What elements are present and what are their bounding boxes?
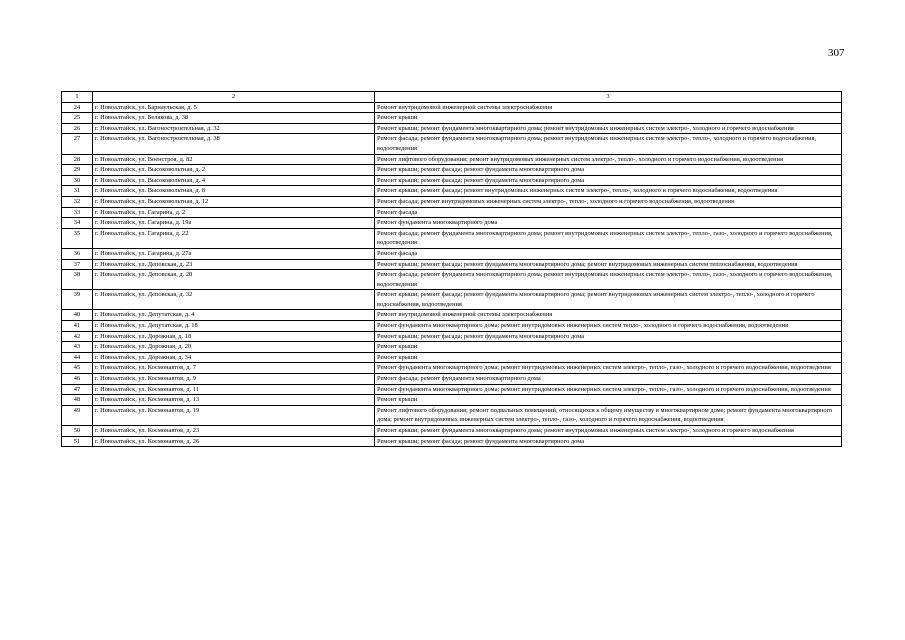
table-row xyxy=(62,165,842,176)
row-number: 37 xyxy=(62,259,93,270)
header-col-1: 1 xyxy=(62,92,93,103)
row-address: г. Новоалтайск, ул. Военстроя, д. 82 xyxy=(93,154,375,165)
row-address: г. Новоалтайск, ул. Дорожная, д. 34 xyxy=(93,352,375,363)
row-work-types: Ремонт лифтового оборудования; ремонт внутридомовых инженерных систем электро-, тепло-, холодного и горячего водоснабжения, водоотведения xyxy=(375,154,842,165)
table-row xyxy=(62,270,842,290)
row-work-types: Ремонт фасада; ремонт фундамента многоквартирного дома; ремонт внутридомовых инженерных систем электро-, тепло-, холодного и горячего водоснабжения, водоотведения xyxy=(375,134,842,154)
table-row xyxy=(62,154,842,165)
row-address: г. Новоалтайск, ул. Вагоностроительная, д. 38 xyxy=(93,134,375,154)
table-row xyxy=(62,175,842,186)
row-address: г. Новоалтайск, ул. Гагарина, д. 27а xyxy=(93,248,375,259)
header-col-3: 3 xyxy=(375,92,842,103)
table-row xyxy=(62,102,842,113)
header-row xyxy=(62,92,842,103)
row-work-types: Ремонт фундамента многоквартирного дома; ремонт внутридомовых инженерных систем тепло-, холодного и горячего водоснабжения, водоотведения xyxy=(375,321,842,332)
row-work-types: Ремонт внутридомовой инженерной системы электроснабжения xyxy=(375,310,842,321)
row-work-types: Ремонт фундамента многоквартирного дома xyxy=(375,218,842,229)
row-address: г. Новоалтайск, ул. Космонавтов, д. 13 xyxy=(93,395,375,406)
row-work-types: Ремонт фасада; ремонт фундамента многоквартирного дома; ремонт внутридомовых инженерных систем электро-, тепло-, газо-, холодного и горячего водоснабжения, водоотведения xyxy=(375,228,842,248)
row-address: г. Новоалтайск, ул. Депутатская, д. 18 xyxy=(93,321,375,332)
row-work-types: Ремонт крыши xyxy=(375,352,842,363)
row-address: г. Новоалтайск, ул. Высоковольтная, д. 4 xyxy=(93,175,375,186)
table-row xyxy=(62,218,842,229)
row-number: 33 xyxy=(62,207,93,218)
table-row xyxy=(62,228,842,248)
row-address: г. Новоалтайск, ул. Барнаульская, д. 5 xyxy=(93,102,375,113)
row-number: 48 xyxy=(62,395,93,406)
table-row xyxy=(62,363,842,374)
row-number: 40 xyxy=(62,310,93,321)
row-number: 49 xyxy=(62,405,93,425)
table-row xyxy=(62,310,842,321)
row-address: г. Новоалтайск, ул. Высоковольтная, д. 8 xyxy=(93,186,375,197)
row-number: 38 xyxy=(62,270,93,290)
row-work-types: Ремонт крыши; ремонт фасада; ремонт фундамента многоквартирного дома; ремонт внутридомовых инженерных систем теплоснабжения, водоотведения xyxy=(375,259,842,270)
row-number: 45 xyxy=(62,363,93,374)
row-work-types: Ремонт внутридомовой инженерной системы электроснабжения xyxy=(375,102,842,113)
row-address: г. Новоалтайск, ул. Космонавтов, д. 7 xyxy=(93,363,375,374)
row-address: г. Новоалтайск, ул. Гагарина, д. 19а xyxy=(93,218,375,229)
table-row xyxy=(62,290,842,310)
row-address: г. Новоалтайск, ул. Космонавтов, д. 19 xyxy=(93,405,375,425)
row-address: г. Новоалтайск, ул. Гагарина, д. 22 xyxy=(93,228,375,248)
row-address: г. Новоалтайск, ул. Вагоностроительная, д. 32 xyxy=(93,123,375,134)
row-address: г. Новоалтайск, ул. Космонавтов, д. 9 xyxy=(93,374,375,385)
row-work-types: Ремонт крыши; ремонт фасада; ремонт фундамента многоквартирного дома xyxy=(375,436,842,447)
row-address: г. Новоалтайск, ул. Космонавтов, д. 26 xyxy=(93,436,375,447)
row-address: г. Новоалтайск, ул. Белякова, д. 38 xyxy=(93,113,375,124)
row-number: 32 xyxy=(62,196,93,207)
row-number: 35 xyxy=(62,228,93,248)
row-work-types: Ремонт лифтового оборудования; ремонт подвальных помещений, относящихся к общему имуществу в многоквартирном доме; ремонт фундамента многоквартирного дома; ремонт внутридомовых инженерных систем электро-, тепло-, газо-, холодного и горячего водоснабжения, водоотведения xyxy=(375,405,842,425)
row-number: 41 xyxy=(62,321,93,332)
row-number: 44 xyxy=(62,352,93,363)
table-row xyxy=(62,395,842,406)
row-number: 25 xyxy=(62,113,93,124)
table-row xyxy=(62,436,842,447)
repair-registry-table xyxy=(61,91,842,447)
row-work-types: Ремонт фундамента многоквартирного дома; ремонт внутридомовых инженерных систем электро-, тепло-, газо-, холодного и горячего водоснабжения, водоотведения xyxy=(375,363,842,374)
row-number: 26 xyxy=(62,123,93,134)
header-col-2: 2 xyxy=(93,92,375,103)
table-row xyxy=(62,259,842,270)
table-row xyxy=(62,321,842,332)
row-address: г. Новоалтайск, ул. Высоковольтная, д. 2 xyxy=(93,165,375,176)
row-work-types: Ремонт крыши xyxy=(375,342,842,353)
table-row xyxy=(62,123,842,134)
table-row xyxy=(62,331,842,342)
row-address: г. Новоалтайск, ул. Космонавтов, д. 23 xyxy=(93,426,375,437)
row-work-types: Ремонт крыши; ремонт фундамента многоквартирного дома; ремонт внутридомовых инженерных систем электро-, холодного и горячего водоснабжения xyxy=(375,123,842,134)
row-number: 27 xyxy=(62,134,93,154)
row-address: г. Новоалтайск, ул. Гагарина, д. 2 xyxy=(93,207,375,218)
row-work-types: Ремонт крыши; ремонт фасада; ремонт внутридомовых инженерных систем электро-, тепло-, холодного и горячего водоснабжения, водоотведения xyxy=(375,186,842,197)
row-number: 30 xyxy=(62,175,93,186)
row-address: г. Новоалтайск, ул. Дорожная, д. 20 xyxy=(93,342,375,353)
page-number: 307 xyxy=(828,47,845,59)
row-address: г. Новоалтайск, ул. Деповская, д. 28 xyxy=(93,270,375,290)
row-address: г. Новоалтайск, ул. Дорожная, д. 18 xyxy=(93,331,375,342)
row-work-types: Ремонт фасада xyxy=(375,207,842,218)
table-row xyxy=(62,196,842,207)
row-address: г. Новоалтайск, ул. Депутатская, д. 4 xyxy=(93,310,375,321)
row-work-types: Ремонт крыши xyxy=(375,395,842,406)
row-number: 51 xyxy=(62,436,93,447)
row-work-types: Ремонт крыши; ремонт фасада; ремонт фундамента многоквартирного дома xyxy=(375,165,842,176)
row-work-types: Ремонт крыши; ремонт фасада; ремонт фундамента многоквартирного дома; ремонт внутридомовых инженерных систем электро-, тепло-, холодного и горячего водоснабжения, водоотведения xyxy=(375,290,842,310)
row-number: 50 xyxy=(62,426,93,437)
table-row xyxy=(62,374,842,385)
table-row xyxy=(62,134,842,154)
table-row xyxy=(62,384,842,395)
row-address: г. Новоалтайск, ул. Деповская, д. 23 xyxy=(93,259,375,270)
row-address: г. Новоалтайск, ул. Космонавтов, д. 11 xyxy=(93,384,375,395)
row-work-types: Ремонт крыши; ремонт фасада; ремонт фундамента многоквартирного дома xyxy=(375,331,842,342)
row-number: 43 xyxy=(62,342,93,353)
row-address: г. Новоалтайск, ул. Деповская, д. 32 xyxy=(93,290,375,310)
row-work-types: Ремонт крыши; ремонт фасада; ремонт фундамента многоквартирного дома xyxy=(375,175,842,186)
table-header xyxy=(62,92,842,103)
row-number: 42 xyxy=(62,331,93,342)
row-number: 29 xyxy=(62,165,93,176)
row-address: г. Новоалтайск, ул. Высоковольтная, д. 12 xyxy=(93,196,375,207)
table-row xyxy=(62,426,842,437)
row-work-types: Ремонт фасада; ремонт фундамента многоквартирного дома xyxy=(375,374,842,385)
row-work-types: Ремонт фасада; ремонт фундамента многоквартирного дома; ремонт внутридомовых инженерных систем электро-, тепло-, газо-, холодного и горячего водоснабжения, водоотведения xyxy=(375,270,842,290)
table-row xyxy=(62,405,842,425)
table-body xyxy=(62,102,842,447)
table-row xyxy=(62,186,842,197)
table-row xyxy=(62,342,842,353)
row-number: 47 xyxy=(62,384,93,395)
row-number: 34 xyxy=(62,218,93,229)
row-number: 36 xyxy=(62,248,93,259)
table-row xyxy=(62,207,842,218)
row-work-types: Ремонт крыши xyxy=(375,113,842,124)
row-number: 46 xyxy=(62,374,93,385)
table-row xyxy=(62,248,842,259)
row-work-types: Ремонт фундамента многоквартирного дома; ремонт внутридомовых инженерных систем электро-, тепло-, газо-, холодного и горячего водоснабжения, водоотведения xyxy=(375,384,842,395)
row-number: 24 xyxy=(62,102,93,113)
row-work-types: Ремонт крыши; ремонт фундамента многоквартирного дома; ремонт внутридомовых инженерных систем электро-, холодного и горячего водоснабжения xyxy=(375,426,842,437)
row-work-types: Ремонт фасада xyxy=(375,248,842,259)
row-number: 31 xyxy=(62,186,93,197)
table-row xyxy=(62,113,842,124)
row-work-types: Ремонт фасада; ремонт внутридомовых инженерных систем электро-, тепло-, холодного и горячего водоснабжения, водоотведения xyxy=(375,196,842,207)
table-row xyxy=(62,352,842,363)
row-number: 28 xyxy=(62,154,93,165)
row-number: 39 xyxy=(62,290,93,310)
